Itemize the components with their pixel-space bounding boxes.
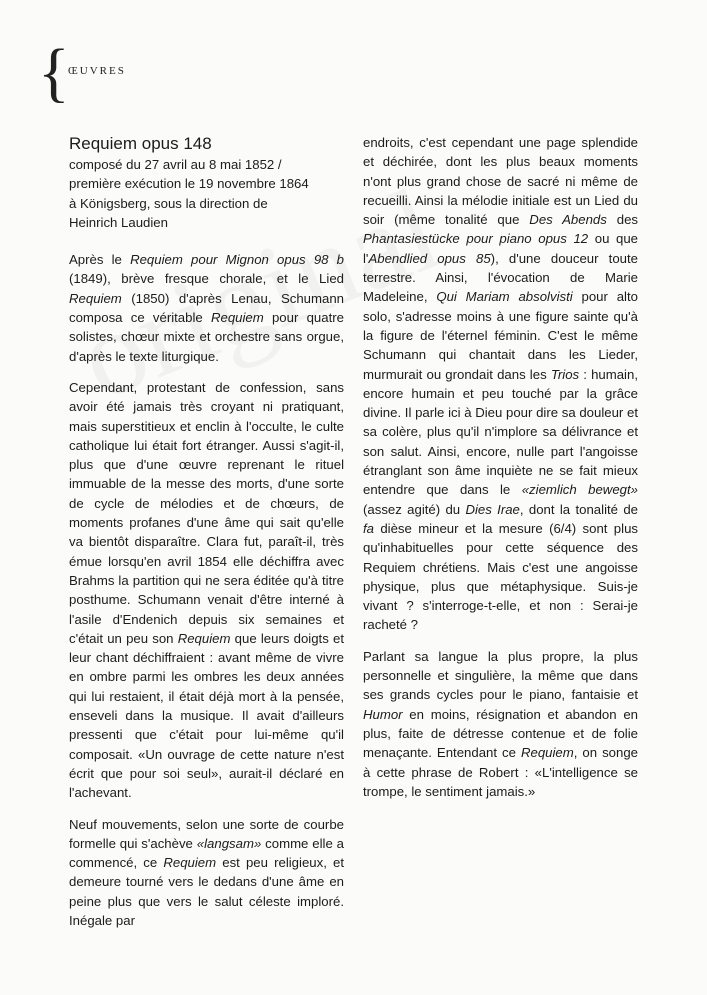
- italic-title: Abendlied opus 85: [368, 250, 491, 266]
- text-run: (assez agité) du: [363, 501, 466, 517]
- italic-title: Requiem: [520, 745, 574, 761]
- italic-title: Qui Mariam absolvisti: [436, 289, 573, 305]
- text-run: Cependant, protestant de confession, sans avoir été jamais très croyant ni pratiquant, mais superstitieux et enclin à l'occulte, le culte catholique lui était fort étranger. Aussi s'agit-il, plus que d'une œuvre reprenant le rituel immuable de la messe des morts, d'une sorte de cycle de mélodies et de chœurs, de moments profanes d'une âme qui sait qu'elle va bientôt disparaître. Clara fut, paraît-il, très émue lorsqu'en avril 1854 elle déchiffra avec Brahms la partition qui ne sera éditée qu'à titre posthume. Schumann venait d'être interné à l'asile d'Endenich depuis six semaines et c'était un peu son: [69, 379, 344, 646]
- text-run: (1850) d'après Lenau, Schumann composa ce véritable: [69, 290, 344, 326]
- italic-title: «langsam»: [196, 835, 262, 851]
- curly-brace-ornament: {: [38, 36, 70, 109]
- paragraph-3: [69, 815, 344, 931]
- meta-line: première exécution le 19 novembre 1864: [69, 176, 309, 192]
- italic-title: Phantasiestücke pour piano opus 12: [363, 231, 589, 247]
- text-run: comme elle a commencé, ce: [69, 835, 344, 871]
- meta-line: à Königsberg, sous la direction de: [69, 195, 268, 211]
- section-label: ŒUVRES: [68, 65, 126, 77]
- text-run: (1849), brève fresque chorale, et le Lied: [69, 271, 344, 287]
- work-meta: [69, 155, 344, 232]
- text-run: des: [606, 212, 638, 228]
- text-run: Neuf mouvements, selon une sorte de courbe formelle qui s'achève: [69, 816, 344, 851]
- text-run: , dont la tonalité de: [519, 501, 638, 517]
- text-run: ), d'une douceur toute terrestre. Ainsi, l'évocation de Marie Madeleine,: [363, 250, 638, 305]
- text-run: , on songe à cette phrase de Robert : «L'intelligence se trompe, le sentiment jamais.»: [363, 745, 639, 799]
- text-run: Parlant sa langue la plus propre, la plus personnelle et singulière, la même que dans ses grands cycles pour le piano, fantaisie et: [363, 648, 638, 703]
- text-run: endroits, c'est cependant une page splendide et déchirée, dont les plus beaux moments n'ont plus grand chose de sacré ni même de recueilli. Ainsi la mélodie initiale est un Lied du soir (même tonalité que: [363, 135, 638, 228]
- italic-title: fa: [363, 520, 374, 536]
- left-column: [69, 133, 344, 942]
- text-run: en moins, résignation et abandon en plus, faite de détresse contenue et de folie menaçante. Entendant ce: [363, 706, 638, 761]
- italic-title: Requiem: [210, 310, 264, 326]
- italic-title: Humor: [363, 706, 403, 722]
- paragraph-3-continued: [363, 133, 638, 635]
- text-run: dièse mineur et la mesure (6/4) sont plus qu'inhabituelles pour cette séquence des Requiem chrétiens. Mais c'est une angoisse physique, plus que métaphysique. Suis-je vivant ? s'interroge-t-elle, et non : Serai-je racheté ?: [363, 520, 638, 633]
- italic-title: Des Abends: [529, 212, 607, 228]
- italic-title: Requiem: [163, 855, 217, 871]
- right-column: [363, 133, 638, 813]
- text-run: pour quatre solistes, chœur mixte et orchestre sans orgue, d'après le texte liturgique.: [69, 310, 344, 364]
- italic-title: Dies Irae: [465, 501, 520, 517]
- meta-line: composé du 27 avril au 8 mai 1852 /: [69, 157, 282, 172]
- italic-title: Requiem pour Mignon opus 98 b: [130, 252, 344, 268]
- italic-title: Requiem: [69, 290, 122, 306]
- text-run: : humain, encore humain et peu touché par la grâce divine. Il parle ici à Dieu pour dire sa douleur et sa colère, plus qu'il n'implore sa délivrance et son salut. Ainsi, encore, nulle part l'angoisse étranglant son âme inquiète ne se fait mieux entendre que dans le: [363, 366, 638, 498]
- italic-title: Trios: [550, 366, 580, 382]
- work-title: Requiem opus 148: [69, 134, 212, 153]
- text-run: ou que l': [363, 231, 639, 266]
- paragraph-2: [69, 378, 344, 803]
- paragraph-1: [69, 250, 344, 366]
- text-run: Après le: [69, 252, 131, 268]
- italic-title: «ziemlich bewegt»: [521, 482, 638, 498]
- text-run: que leurs doigts et leur chant déchiffraient : avant même de vivre en ombre parmi les ombres les deux années qui lui restaient, il était déjà mort à la pensée, enseveli dans la musique. Il avait d'ailleurs pressenti que c'était pour lui-même qu'il composait. «Un ouvrage de cette nature n'est écrit que pour soi seul», aurait-il déclaré en l'achevant.: [69, 630, 344, 801]
- meta-line: Heinrich Laudien: [69, 214, 168, 230]
- italic-title: Requiem: [177, 630, 231, 646]
- text-run: pour alto solo, s'adresse moins à une figure sainte qu'à la figure de l'éternel féminin. C'est le même Schumann qui chantait dans les Lieder, murmurait ou grondait dans les: [363, 289, 638, 382]
- text-run: est peu religieux, et demeure tourné vers le dedans d'une âme en peine plus que vers le salut céleste imploré. Inégale par: [69, 855, 344, 928]
- paragraph-4: [363, 647, 638, 801]
